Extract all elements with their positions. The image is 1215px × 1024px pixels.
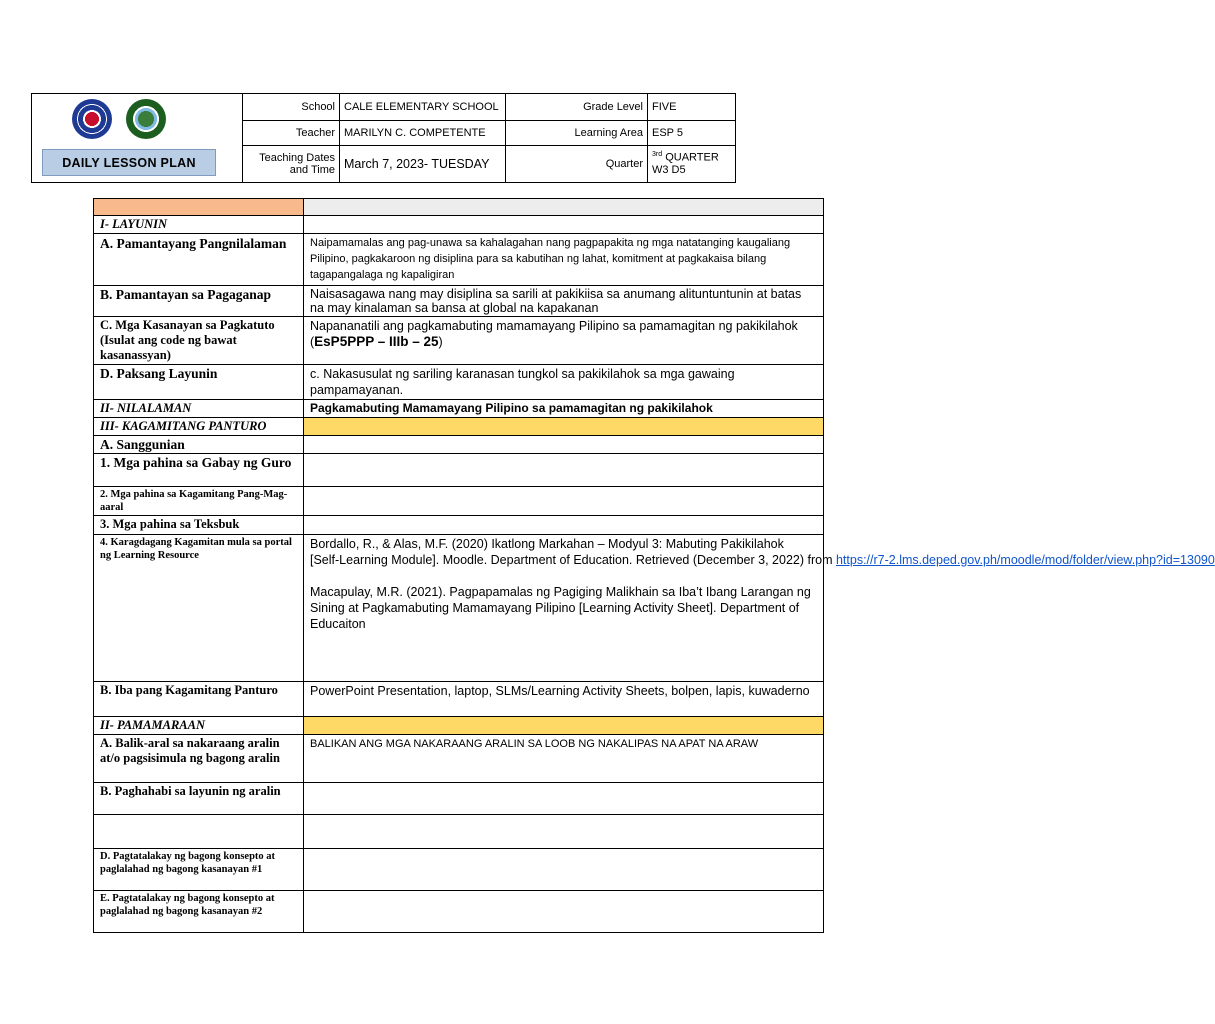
reference-1: Bordallo, R., & Alas, M.F. (2020) Ikatlong Markahan – Modyul 3: Mabuting Pakikilahok (310, 537, 784, 551)
section-layunin: I- LAYUNIN (94, 216, 304, 234)
teaching-date-value: March 7, 2023- TUESDAY (340, 145, 506, 182)
lesson-plan-table (93, 198, 1215, 933)
pamantayan-sa-pagaganap-value: Naisasagawa nang may disiplina sa sarili at pakikiisa sa anumang alituntuntunin at batas na may kinalaman sa bansa at global na kapakanan (304, 286, 824, 317)
karagdagang-kagamitan-label: 4. Karagdagang Kagamitan mula sa portal ng Learning Resource (94, 535, 304, 682)
teacher-value: MARILYN C. COMPETENTE (340, 121, 506, 145)
school-label: School (243, 94, 340, 121)
reference-1-source: [Self-Learning Module]. Moodle. Department of Education. Retrieved (December 3, 2022) from https://r7-2.lms.deped.gov.ph/moodle/mod/folder/view.php?id=13090 (310, 553, 1215, 567)
school-seal-icon (126, 99, 166, 139)
pamantayan-sa-pagaganap-label: B. Pamantayan sa Pagaganap (94, 286, 304, 317)
kagamitan-yellow-cell (304, 418, 824, 436)
sanggunian-label: A. Sanggunian (94, 436, 304, 454)
section-nilalaman: II- NILALAMAN (94, 400, 304, 418)
reference-link[interactable]: https://r7-2.lms.deped.gov.ph/moodle/mod/folder/view.php?id=13090 (835, 553, 1215, 567)
gabay-ng-guro-label: 1. Mga pahina sa Gabay ng Guro (94, 454, 304, 487)
teaching-dates-label: Teaching Dates and Time (243, 145, 340, 182)
balik-aral-value: BALIKAN ANG MGA NAKARAANG ARALIN SA LOOB NG NAKALIPAS NA APAT NA ARAW (304, 735, 824, 783)
paksang-layunin-value: c. Nakasusulat ng sariling karanasan tungkol sa pakikilahok sa mga gawaing pampamayanan. (304, 365, 824, 400)
kagamitang-mag-aaral-label: 2. Mga pahina sa Kagamitang Pang-Mag-aaral (94, 487, 304, 516)
reference-2: Macapulay, M.R. (2021). Pagpapamalas ng Pagiging Malikhain sa Iba’t Ibang Larangan ng Sining at Pagkamabuting Mamamayang Pilipino [Learning Activity Sheet]. Department of Educaiton (310, 585, 811, 631)
logo-cell (32, 94, 243, 183)
header-table (31, 93, 736, 183)
pamamaraan-yellow-cell (304, 717, 824, 735)
quarter-value: $^{3rd}$ QUARTER W3 D5 (648, 145, 736, 182)
teksbuk-label: 3. Mga pahina sa Teksbuk (94, 516, 304, 535)
school-value: CALE ELEMENTARY SCHOOL (340, 94, 506, 121)
pagtatalakay-1-label: D. Pagtatalakay ng bagong konsepto at paglalahad ng bagong kasanayan #1 (94, 849, 304, 891)
balik-aral-label: A. Balik-aral sa nakaraang aralin at/o pagsisimula ng bagong aralin (94, 735, 304, 783)
learning-area-value: ESP 5 (648, 121, 736, 145)
deped-seal-icon (72, 99, 112, 139)
kasanayan-sa-pagkatuto-label: C. Mga Kasanayan sa Pagkatuto (Isulat ang code ng bawat kasanassyan) (94, 317, 304, 365)
pamantayang-pangnilalaman-value: Naipamamalas ang pag-unawa sa kahalagahan nang pagpapakita ng mga natatanging kaugaliang Pilipino, pagkakaroon ng disiplina para sa kabutihan ng lahat, komitment at pagkakaisa bilang tagapangalaga ng kapaligiran (304, 234, 824, 286)
header-grey-cell (304, 199, 824, 216)
nilalaman-value: Pagkamabuting Mamamayang Pilipino sa pamamagitan ng pakikilahok (304, 400, 824, 418)
paksang-layunin-label: D. Paksang Layunin (94, 365, 304, 400)
grade-level-label: Grade Level (506, 94, 648, 121)
grade-level-value: FIVE (648, 94, 736, 121)
header-orange-cell (94, 199, 304, 216)
empty-label-cell (94, 815, 304, 849)
competency-code: EsP5PPP – IIIb – 25 (314, 334, 439, 349)
teacher-label: Teacher (243, 121, 340, 145)
section-kagamitang-panturo: III- KAGAMITANG PANTURO (94, 418, 304, 436)
section-pamamaraan: II- PAMAMARAAN (94, 717, 304, 735)
iba-pang-kagamitan-label: B. Iba pang Kagamitang Panturo (94, 682, 304, 717)
pagtatalakay-2-label: E. Pagtatalakay ng bagong konsepto at paglalahad ng bagong kasanayan #2 (94, 891, 304, 933)
quarter-label: Quarter (506, 145, 648, 182)
iba-pang-kagamitan-value: PowerPoint Presentation, laptop, SLMs/Learning Activity Sheets, bolpen, lapis, kuwaderno (304, 682, 824, 717)
kasanayan-sa-pagkatuto-value: Napananatili ang pagkamabuting mamamayang Pilipino sa pamamagitan ng pakikilahok (EsP5PPP – IIIb – 25) (304, 317, 824, 365)
references-cell (304, 535, 1215, 682)
learning-area-label: Learning Area (506, 121, 648, 145)
daily-lesson-plan-title: DAILY LESSON PLAN (42, 149, 216, 176)
pamantayang-pangnilalaman-label: A. Pamantayang Pangnilalaman (94, 234, 304, 286)
paghahabi-label: B. Paghahabi sa layunin ng aralin (94, 783, 304, 815)
